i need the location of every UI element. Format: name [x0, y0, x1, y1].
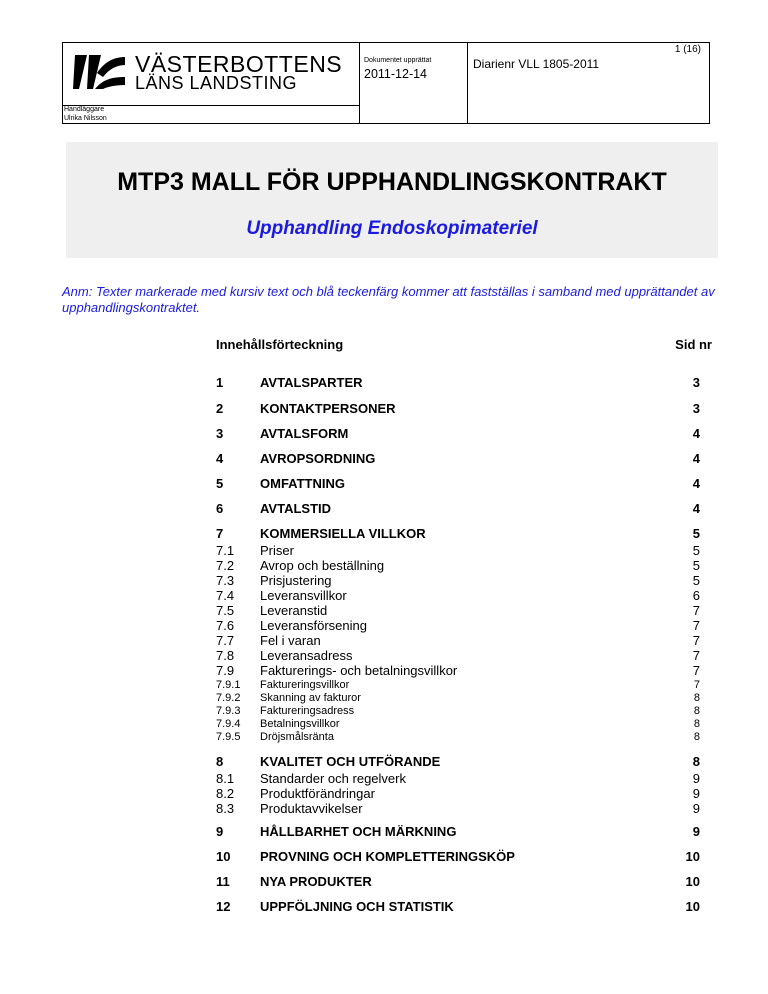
toc-entry-number: 7.8: [216, 648, 235, 663]
toc-entry-number: 2: [216, 401, 224, 416]
toc-entry[interactable]: [216, 603, 700, 618]
toc-entry-number: 8.3: [216, 801, 235, 816]
note-text: Anm: Texter markerade med kursiv text och blå teckenfärg kommer att fastställas i samband med upprättandet av upphandlingskontraktet.: [62, 284, 715, 315]
toc-entry[interactable]: [216, 874, 700, 889]
toc-entry-page: 10: [685, 899, 700, 914]
toc-entry-page: 9: [692, 824, 700, 839]
toc-entry-title: Faktureringsadress: [260, 705, 355, 717]
toc-entry-title: KOMMERSIELLA VILLKOR: [260, 526, 426, 541]
toc-entry-number: 7.9.2: [216, 692, 241, 704]
toc-entry-page: 8: [693, 692, 700, 704]
header-divider: [359, 43, 360, 123]
toc-entry-page: 5: [692, 573, 700, 588]
toc-entry[interactable]: [216, 849, 700, 864]
toc-entry[interactable]: [216, 573, 700, 588]
org-name-line1: VÄSTERBOTTENS: [135, 51, 343, 77]
toc-entry-title: NYA PRODUKTER: [260, 874, 372, 889]
toc-entry-number: 7.1: [216, 543, 235, 558]
toc-entry[interactable]: [216, 558, 700, 573]
toc-entry[interactable]: [216, 401, 700, 416]
toc-entry-number: 7.9: [216, 663, 235, 678]
toc-entry-page: 10: [685, 849, 700, 864]
toc-entry-page: 7: [692, 648, 700, 663]
toc-entry-page: 7: [692, 603, 700, 618]
toc-entry-title: Leveransvillkor: [260, 588, 347, 603]
toc-entry-number: 7.9.4: [216, 718, 241, 730]
toc-entry-number: 7.9.5: [216, 731, 241, 743]
toc-entry-page: 7: [693, 679, 700, 691]
toc-entry-number: 11: [216, 874, 230, 889]
toc-entry-title: Produktförändringar: [260, 786, 375, 801]
toc-entry-page: 9: [692, 786, 700, 801]
toc-entry-title: AVTALSFORM: [260, 426, 349, 441]
toc-entry-number: 7.6: [216, 618, 235, 633]
toc-entry-page: 4: [692, 451, 700, 466]
toc-entry-title: UPPFÖLJNING OCH STATISTIK: [260, 899, 454, 914]
toc-entry-number: 7.4: [216, 588, 235, 603]
toc-entry-page: 4: [692, 426, 700, 441]
toc-entry-number: 7.7: [216, 633, 235, 648]
toc-entry-number: 7.5: [216, 603, 235, 618]
toc-heading: Innehållsförteckning: [216, 337, 344, 352]
toc-entry[interactable]: [216, 588, 700, 603]
toc-entry[interactable]: [216, 786, 700, 801]
toc-entry-title: Standarder och regelverk: [260, 771, 406, 786]
header-divider: [63, 105, 359, 106]
toc-entry[interactable]: [216, 426, 700, 441]
toc-entry[interactable]: [216, 526, 700, 541]
toc-entry-title: Dröjsmålsränta: [260, 731, 334, 743]
document-subtitle: Upphandling Endoskopimateriel: [246, 218, 538, 239]
doc-created-date: 2011-12-14: [364, 67, 428, 81]
toc-entry-number: 8.2: [216, 786, 235, 801]
toc-entry-page: 7: [692, 633, 700, 648]
toc-entry[interactable]: [216, 899, 700, 914]
toc-entry-title: KVALITET OCH UTFÖRANDE: [260, 754, 441, 769]
toc-entry-page: 3: [692, 401, 700, 416]
toc-entry-page: 4: [692, 501, 700, 516]
toc-entry-title: AVTALSTID: [260, 501, 332, 516]
toc-entry-number: 8: [216, 754, 224, 769]
toc-entry-number: 8.1: [216, 771, 235, 786]
doc-created-label: Dokumentet upprättat: [364, 57, 432, 64]
toc-entry-page: 9: [692, 771, 700, 786]
toc-entry-page: 5: [692, 526, 700, 541]
toc-entry-number: 10: [216, 849, 231, 864]
toc-entry-number: 7.3: [216, 573, 235, 588]
toc-entry-page: 8: [693, 705, 700, 717]
toc-entry-page: 7: [692, 618, 700, 633]
toc-entry[interactable]: [216, 633, 700, 648]
toc-entry-title: Fel i varan: [260, 633, 321, 648]
toc-entry-title: Priser: [260, 543, 294, 558]
toc-entry-title: Prisjustering: [260, 573, 332, 588]
toc-entry-page: 5: [692, 558, 700, 573]
toc-entry-title: HÅLLBARHET OCH MÄRKNING: [260, 824, 457, 839]
toc-entry-title: AVTALSPARTER: [260, 375, 363, 390]
toc-entry-number: 9: [216, 824, 224, 839]
toc-entry-title: Leveransförsening: [260, 618, 367, 633]
page-number: 1 (16): [674, 44, 701, 55]
toc-entry-page: 8: [693, 718, 700, 730]
handlaggare-name: Ulrika Nilsson: [64, 115, 107, 122]
toc-entry-title: Avrop och beställning: [260, 558, 385, 573]
toc-entry-number: 1: [216, 375, 224, 390]
toc-entry-title: Skanning av fakturor: [260, 692, 361, 704]
header-divider: [467, 43, 468, 123]
toc-entry[interactable]: [216, 451, 700, 466]
toc-entry-number: 7.9.3: [216, 705, 241, 717]
toc-entry[interactable]: [216, 731, 700, 746]
toc-entry[interactable]: [216, 476, 700, 491]
toc-entry-number: 5: [216, 476, 224, 491]
toc-entry[interactable]: [216, 801, 700, 816]
landsting-logo-icon: [73, 51, 125, 93]
toc-entry[interactable]: [216, 648, 700, 663]
handlaggare-label: Handläggare: [64, 106, 105, 113]
toc-entry[interactable]: [216, 771, 700, 786]
toc-entry[interactable]: [216, 824, 700, 839]
toc-entry-number: 12: [216, 899, 231, 914]
toc-entry-title: KONTAKTPERSONER: [260, 401, 396, 416]
toc-page-heading: Sid nr: [675, 337, 712, 352]
toc-entry-title: Fakturerings- och betalningsvillkor: [260, 663, 458, 678]
toc-entry-title: OMFATTNING: [260, 476, 345, 491]
toc-entry-title: PROVNING OCH KOMPLETTERINGSKÖP: [260, 849, 515, 864]
toc-entry-page: 8: [693, 731, 700, 743]
toc-entry-number: 7.2: [216, 558, 235, 573]
toc-entry-page: 6: [692, 588, 700, 603]
toc-entry-number: 4: [216, 451, 224, 466]
org-name-line2: LÄNS LANDSTING: [135, 73, 298, 93]
toc-entry[interactable]: [216, 501, 700, 516]
toc-entry-title: Produktavvikelser: [260, 801, 363, 816]
toc-entry-page: 5: [692, 543, 700, 558]
toc-entry[interactable]: [216, 618, 700, 633]
toc-entry-title: Faktureringsvillkor: [260, 679, 350, 691]
toc-entry-title: AVROPSORDNING: [260, 451, 376, 466]
toc-entry-page: 8: [692, 754, 700, 769]
toc-entry[interactable]: [216, 543, 700, 558]
title-box: [66, 142, 718, 258]
toc-entry[interactable]: [216, 754, 700, 769]
toc-entry-page: 7: [692, 663, 700, 678]
toc-entry[interactable]: [216, 663, 700, 678]
toc-entry-title: Leveranstid: [260, 603, 328, 618]
toc-entry-number: 7.9.1: [216, 679, 241, 691]
toc-entry-number: 3: [216, 426, 224, 441]
toc-entry-page: 9: [692, 801, 700, 816]
toc-entry[interactable]: [216, 375, 700, 390]
toc-entry-page: 10: [685, 874, 700, 889]
toc-entry-page: 4: [692, 476, 700, 491]
toc-entry-number: 7: [216, 526, 224, 541]
toc-entry-number: 6: [216, 501, 224, 516]
diarienummer: Diarienr VLL 1805-2011: [473, 57, 600, 71]
toc-entry-title: Leveransadress: [260, 648, 353, 663]
toc-entry-page: 3: [692, 375, 700, 390]
toc-entry-title: Betalningsvillkor: [260, 718, 340, 730]
document-header: [62, 42, 710, 124]
document-title: MTP3 MALL FÖR UPPHANDLINGSKONTRAKT: [117, 168, 667, 196]
